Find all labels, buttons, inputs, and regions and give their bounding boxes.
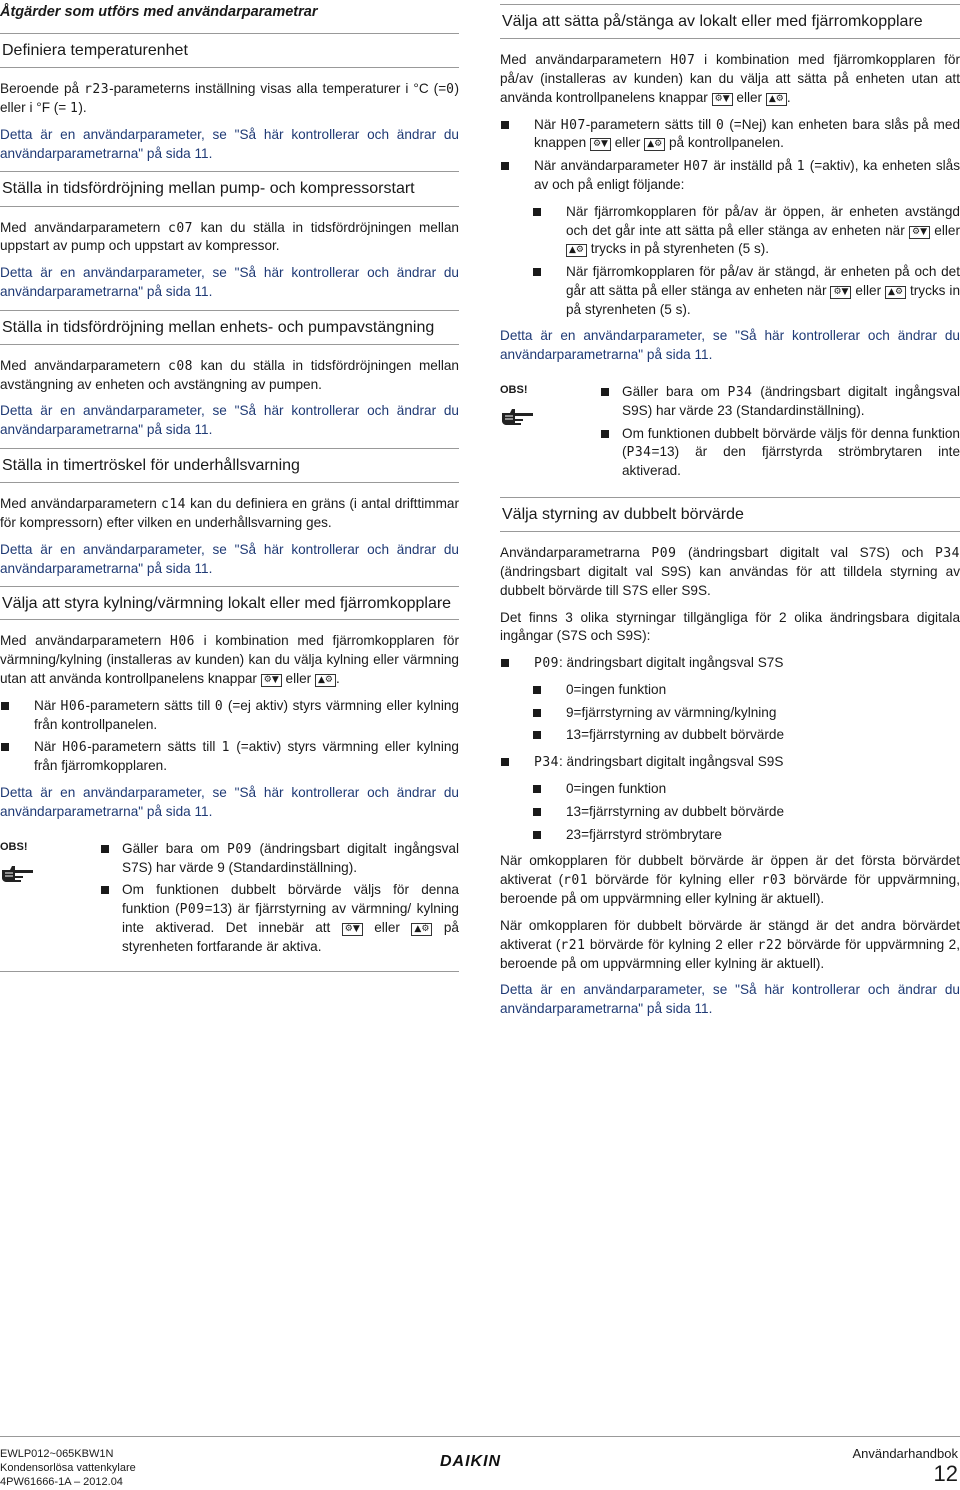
daikin-logo: DAIKIN (440, 1453, 502, 1470)
section-title-on-off-remote: Välja att sätta på/stänga av lokalt eller med fjärromkopplare (500, 4, 960, 39)
left-column (0, 0, 459, 984)
list-item: När fjärromkopplaren för på/av är öppen, är enheten avstängd och det går inte att sätta på eller stänga av enheten när ⚙▼ eller ▲⚙ trycks in på styrenheten (5 s). (532, 203, 960, 259)
user-parameter-link[interactable]: Detta är en användarparameter, se "Så här kontrollerar och ändrar du användarparametrarna" på sida 11. (0, 403, 459, 438)
section-title-dual-setpoint: Välja styrning av dubbelt börvärde (500, 497, 960, 532)
section-title-cooling-heating-remote: Välja att styra kylning/värmning lokalt eller med fjärromkopplare (0, 586, 459, 620)
setpoint-open-text: När omkopplaren för dubbelt börvärde är öppen är det första börvärdet aktiverat (r01 börvärde för kylning eller r03 börvärde för uppvärmning, beroende på om uppvärmning eller kylning är aktuell). (500, 853, 960, 907)
page-number: 12 (933, 1461, 958, 1486)
document-number: 4PW61666-1A – 2012.04 (0, 1476, 123, 1488)
obs-note-block (0, 840, 459, 961)
user-parameter-link[interactable]: Detta är en användarparameter, se "Så här kontrollerar och ändrar du användarparametrarna" på sida 11. (0, 265, 459, 299)
pointing-hand-icon (0, 861, 36, 885)
section-title-temperature-unit: Definiera temperaturenhet (0, 33, 459, 68)
user-parameter-link[interactable]: Detta är en användarparameter, se "Så här kontrollerar och ändrar du användarparametrarna" på sida 11. (0, 785, 459, 819)
list-item: När H07-parametern sätts till 0 (=Nej) kan enheten bara slås på med knappen ⚙▼ eller ▲⚙ på kontrollpanelen. (500, 116, 960, 154)
list-item: När användarparameter H07 är inställd på 1 (=aktiv), ka enheten slås av och på enligt följande: (500, 157, 960, 195)
list-item: 0=ingen funktion (532, 780, 960, 799)
setpoint-closed-text: När omkopplaren för dubbelt börvärde är stängd är det andra börvärdet aktiverat (r21 börvärde för kylning 2 eller r22 börvärde för uppvärmning 2, beroende på om uppvärmning eller kylning är aktuell). (500, 917, 960, 971)
cool-down-key-icon: ⚙▼ (590, 138, 611, 151)
divider (0, 971, 459, 972)
right-column (500, 0, 960, 1027)
manual-name: Användarhandbok (852, 1446, 958, 1461)
obs-note-block (500, 383, 960, 485)
user-parameter-link[interactable]: Detta är en användarparameter, se "Så här kontrollerar och ändrar du användarparametrarna" på sida 11. (0, 126, 459, 161)
list-item: 13=fjärrstyrning av dubbelt börvärde (532, 803, 960, 822)
list-item: Om funktionen dubbelt börvärde väljs för denna funktion (P09=13) är fjärrstyrning av värmning/ kylning inte aktiverad. Det innebär att ⚙▼ eller ▲⚙ på styrenheten fortfarande är aktiva. (100, 881, 459, 956)
list-item: Om funktionen dubbelt börvärde väljs för denna funktion (P34=13) är den fjärrstyrda strömbrytaren inte aktiverad. (600, 425, 960, 481)
up-heat-key-icon: ▲⚙ (766, 93, 787, 106)
user-parameter-link[interactable]: Detta är en användarparameter, se "Så här kontrollerar och ändrar du användarparametrarna" på sida 11. (500, 982, 960, 1017)
temperature-unit-text: Beroende på r23-parameterns inställning visas alla temperaturer i °C (=0) eller i °F (= 1). (0, 81, 460, 117)
p09-list (500, 654, 960, 673)
h07-sub-bullet-list (500, 203, 960, 320)
h07-bullet-list (500, 116, 960, 195)
cool-down-key-icon: ⚙▼ (712, 93, 733, 106)
list-item: 23=fjärrstyrd strömbrytare (532, 826, 960, 845)
cool-down-key-icon: ⚙▼ (830, 286, 851, 299)
unit-pump-shutdown-text: Med användarparametern c08 kan du ställa in tidsfördröjningen mellan avstängning av enheten och avstängning av pumpen. (0, 357, 459, 392)
maintenance-timer-text: Med användarparametern c14 kan du definiera en gräns (i antal drifttimmar för kompressorn) efter vilken en underhållsvarning ges. (0, 496, 459, 530)
list-item: När fjärromkopplaren för på/av är stängd, är enheten på och det går att sätta på eller stänga av enheten när ⚙▼ eller ▲⚙ trycks in på styrenheten (5 s). (532, 263, 960, 319)
cool-down-key-icon: ⚙▼ (909, 226, 930, 239)
dual-setpoint-inputs-text: Det finns 3 olika styrningar tillgängliga för 2 olika ändringsbara digitala ingångar (S7S och S9S): (500, 609, 960, 644)
on-off-remote-text: Med användarparametern H07 i kombination med fjärromkopplaren för på/av (installeras av kunden) kan du välja att sätta på enheten utan att använda kontrollpanelens knappar ⚙▼ eller ▲⚙ . (500, 52, 960, 105)
p09-options (500, 681, 960, 745)
section-title-unit-pump-shutdown-delay: Ställa in tidsfördröjning mellan enhets- och pumpavstängning (0, 310, 459, 345)
list-item: 0=ingen funktion (532, 681, 960, 700)
page-title: Åtgärder som utförs med användarparametrar (0, 4, 318, 20)
dual-setpoint-text: Användarparametrarna P09 (ändringsbart digitalt val S7S) och P34 (ändringsbart digitalt val S9S) kan användas för att tilldela styrning av dubbelt börvärde till S7S eller S9S. (500, 545, 960, 598)
pump-compressor-delay-text: Med användarparametern c07 kan du ställa in tidsfördröjningen mellan uppstart av pump och uppstart av kompressor. (0, 219, 459, 254)
up-heat-key-icon: ▲⚙ (566, 244, 587, 257)
list-item: P34: ändringsbart digitalt ingångsval S9S (500, 753, 960, 772)
list-item: När H06-parametern sätts till 0 (=ej aktiv) styrs värmning eller kylning från kontrollpanelen. (0, 697, 459, 735)
section-title-maintenance-timer: Ställa in timertröskel för underhållsvarning (0, 448, 459, 483)
up-heat-key-icon: ▲⚙ (885, 286, 906, 299)
list-item: 9=fjärrstyrning av värmning/kylning (532, 704, 960, 723)
h06-bullet-list (0, 697, 459, 776)
p34-list (500, 753, 960, 772)
up-heat-key-icon: ▲⚙ (411, 923, 432, 936)
page-footer (0, 1436, 960, 1490)
up-heat-key-icon: ▲⚙ (315, 674, 336, 687)
section-title-pump-compressor-delay: Ställa in tidsfördröjning mellan pump- och kompressorstart (0, 171, 459, 206)
list-item: 13=fjärrstyrning av dubbelt börvärde (532, 726, 960, 745)
user-parameter-link[interactable]: Detta är en användarparameter, se "Så här kontrollerar och ändrar du användarparametrarna" på sida 11. (0, 541, 459, 576)
product-name: Kondensorlösa vattenkylare (0, 1462, 136, 1474)
obs-label: OBS! (0, 840, 28, 853)
obs-label: OBS! (500, 383, 528, 396)
model-number: EWLP012~065KBW1N (0, 1448, 114, 1460)
user-parameter-link[interactable]: Detta är en användarparameter, se "Så här kontrollerar och ändrar du användarparametrarna" på sida 11. (500, 328, 960, 363)
p34-options (500, 780, 960, 844)
cooling-heating-remote-text: Med användarparametern H06 i kombination med fjärromkopplaren för värmning/kylning (installeras av kunden) kan du välja kylning eller värmning utan att använda kontrollpanelens knappar ⚙▼ eller ▲⚙ . (0, 633, 459, 687)
cool-down-key-icon: ⚙▼ (342, 923, 363, 936)
list-item: Gäller bara om P34 (ändringsbart digitalt ingångsval S9S) har värde 23 (Standardinställning). (600, 383, 960, 421)
up-heat-key-icon: ▲⚙ (644, 138, 665, 151)
list-item: Gäller bara om P09 (ändringsbart digitalt ingångsval S7S) har värde 9 (Standardinställning). (100, 840, 459, 878)
cool-down-key-icon: ⚙▼ (261, 674, 282, 687)
list-item: När H06-parametern sätts till 1 (=aktiv) styrs värmning eller kylning från fjärromkopplaren. (0, 738, 459, 776)
pointing-hand-icon (500, 404, 536, 428)
list-item: P09: ändringsbart digitalt ingångsval S7S (500, 654, 960, 673)
